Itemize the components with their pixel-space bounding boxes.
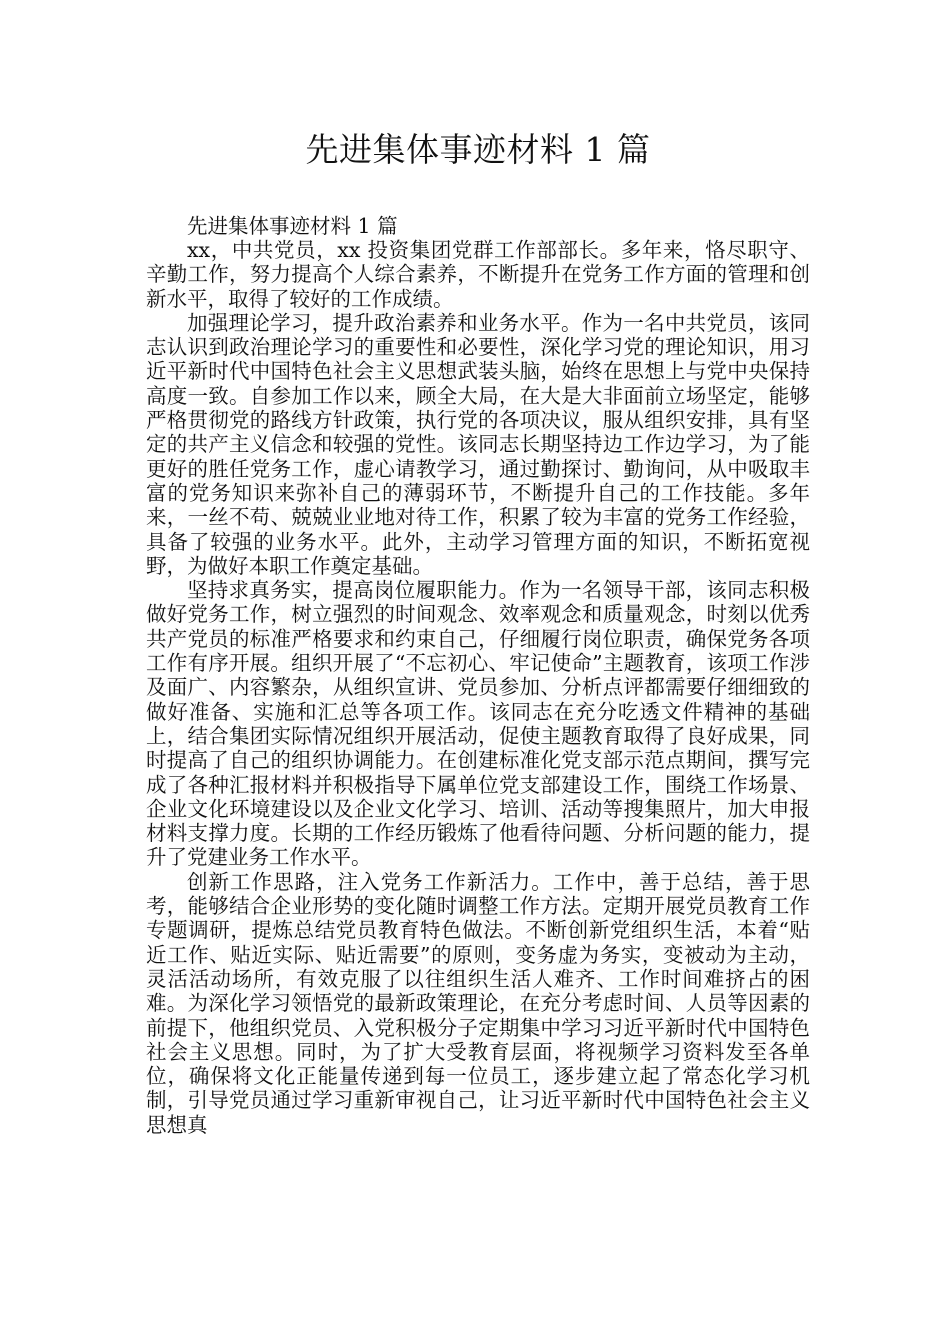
paragraph-innovation: 创新工作思路，注入党务工作新活力。工作中，善于总结，善于思考，能够结合企业形势的变化随时调整工作方法。定期开展党员教育工作专题调研，提炼总结党员教育特色做法。不断创新党组织生活，本着“贴近工作、贴近实际、贴近需要”的原则，变务虚为务实，变被动为主动，灵活活动场所，有效克服了以往组织生活人难齐、工作时间难挤占的困难。为深化学习领悟党的最新政策理论，在充分考虑时间、人员等因素的前提下，他组织党员、入党积极分子定期集中学习习近平新时代中国特色社会主义思想。同时，为了扩大受教育层面，将视频学习资料发至各单位，确保将文化正能量传递到每一位员工，逐步建立起了常态化学习机制，引导党员通过学习重新审视自己，让习近平新时代中国特色社会主义思想真 xyxy=(146,869,810,1137)
document-title: 先进集体事迹材料 1 篇 xyxy=(305,130,651,169)
paragraph-pragmatic-work: 坚持求真务实，提高岗位履职能力。作为一名领导干部，该同志积极做好党务工作，树立强烈的时间观念、效率观念和质量观念，时刻以优秀共产党员的标准严格要求和约束自己，仔细履行岗位职责，确保党务各项工作有序开展。组织开展了“不忘初心、牢记使命”主题教育，该项工作涉及面广、内容繁杂，从组织宣讲、党员参加、分析点评都需要仔细细致的做好准备、实施和汇总等各项工作。该同志在充分吃透文件精神的基础上，结合集团实际情况组织开展活动，促使主题教育取得了良好成果，同时提高了自己的组织协调能力。在创建标准化党支部示范点期间，撰写完成了各种汇报材料并积极指导下属单位党支部建设工作，围绕工作场景、企业文化环境建设以及企业文化学习、培训、活动等搜集照片，加大申报材料支撑力度。长期的工作经历锻炼了他看待问题、分析问题的能力，提升了党建业务工作水平。 xyxy=(146,578,810,870)
document-subtitle: 先进集体事迹材料 1 篇 xyxy=(187,214,398,238)
paragraph-theory-study: 加强理论学习，提升政治素养和业务水平。作为一名中共党员，该同志认识到政治理论学习的重要性和必要性，深化学习党的理论知识，用习近平新时代中国特色社会主义思想武装头脑，始终在思想上与党中央保持高度一致。自参加工作以来，顾全大局，在大是大非面前立场坚定，能够严格贯彻党的路线方针政策，执行党的各项决议，服从组织安排，具有坚定的共产主义信念和较强的党性。该同志长期坚持边工作边学习，为了能更好的胜任党务工作，虚心请教学习，通过勤探讨、勤询问，从中吸取丰富的党务知识来弥补自己的薄弱环节，不断提升自己的工作技能。多年来，一丝不苟、兢兢业业地对待工作，积累了较为丰富的党务工作经验，具备了较强的业务水平。此外，主动学习管理方面的知识，不断拓宽视野，为做好本职工作奠定基础。 xyxy=(146,310,810,578)
paragraph-intro: xx，中共党员，xx 投资集团党群工作部部长。多年来，恪尽职守、辛勤工作，努力提高个人综合素养，不断提升在党务工作方面的管理和创新水平，取得了较好的工作成绩。 xyxy=(146,238,810,311)
document-page xyxy=(146,120,810,1137)
